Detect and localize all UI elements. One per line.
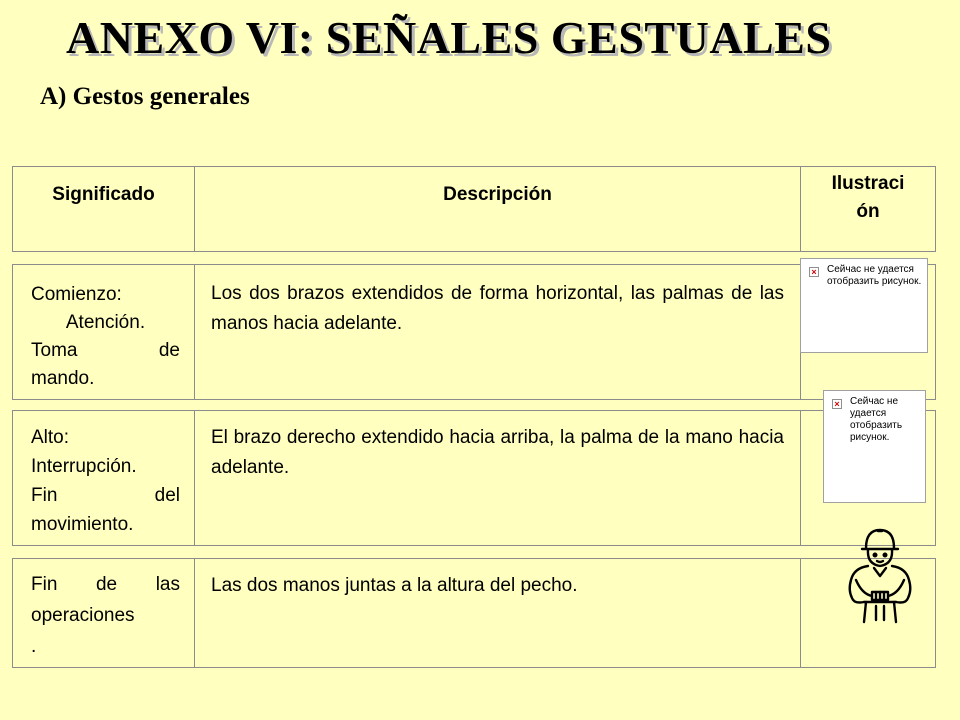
header-descripcion: [195, 167, 801, 251]
broken-image-message: Сейчас не удается отобразить рисунок.: [850, 396, 903, 443]
meaning-line: movimiento.: [31, 514, 134, 535]
meaning-cell: [13, 559, 195, 667]
broken-image-placeholder: [800, 258, 928, 353]
meaning-line: Comienzo:: [31, 284, 122, 305]
header-significado: [13, 167, 195, 251]
meaning-line: mando.: [31, 368, 95, 389]
broken-image-message: Сейчас не удается отобразить рисунок.: [827, 264, 922, 287]
meaning-line: Alto:: [31, 427, 70, 448]
header-ilustracion-label-2: ón: [856, 201, 880, 222]
description-cell: [195, 265, 801, 399]
broken-image-placeholder: [823, 390, 926, 503]
table-header-row: [12, 166, 936, 252]
meaning-line: Toma de: [31, 340, 180, 361]
meaning-line: Interrupción.: [31, 456, 137, 477]
meaning-line: Atención.: [65, 312, 146, 333]
table-row: [12, 410, 936, 546]
description-text: El brazo derecho extendido hacia arriba, la palma de la mano hacia adelante.: [211, 427, 784, 478]
meaning-line: .: [31, 636, 37, 657]
page-title: ANEXO VI: SEÑALES GESTUALES: [66, 12, 832, 63]
description-cell: [195, 559, 801, 667]
broken-image-icon: ×: [832, 399, 842, 409]
header-significado-label: Significado: [52, 184, 155, 205]
description-text: Los dos brazos extendidos de forma horizontal, las palmas de las manos hacia adelante.: [211, 283, 784, 334]
header-descripcion-label: Descripción: [443, 184, 552, 205]
section-subtitle: A) Gestos generales: [40, 83, 250, 110]
table-row: [12, 264, 936, 400]
description-text: Las dos manos juntas a la altura del pecho.: [211, 575, 578, 596]
meaning-text: [31, 281, 180, 393]
meaning-line: Fin de las: [31, 574, 180, 595]
description-cell: [195, 411, 801, 545]
meaning-cell: [13, 265, 195, 399]
header-ilustracion: [801, 167, 935, 251]
meaning-line: operaciones: [31, 605, 135, 626]
table-row: [12, 558, 936, 668]
meaning-text: [31, 423, 180, 539]
meaning-line: Fin del: [31, 485, 180, 506]
meaning-text: [31, 569, 180, 662]
meaning-cell: [13, 411, 195, 545]
header-ilustracion-label-1: Ilustraci: [831, 173, 905, 194]
worker-hands-together-icon: [838, 524, 924, 628]
broken-image-icon: ×: [809, 267, 819, 277]
